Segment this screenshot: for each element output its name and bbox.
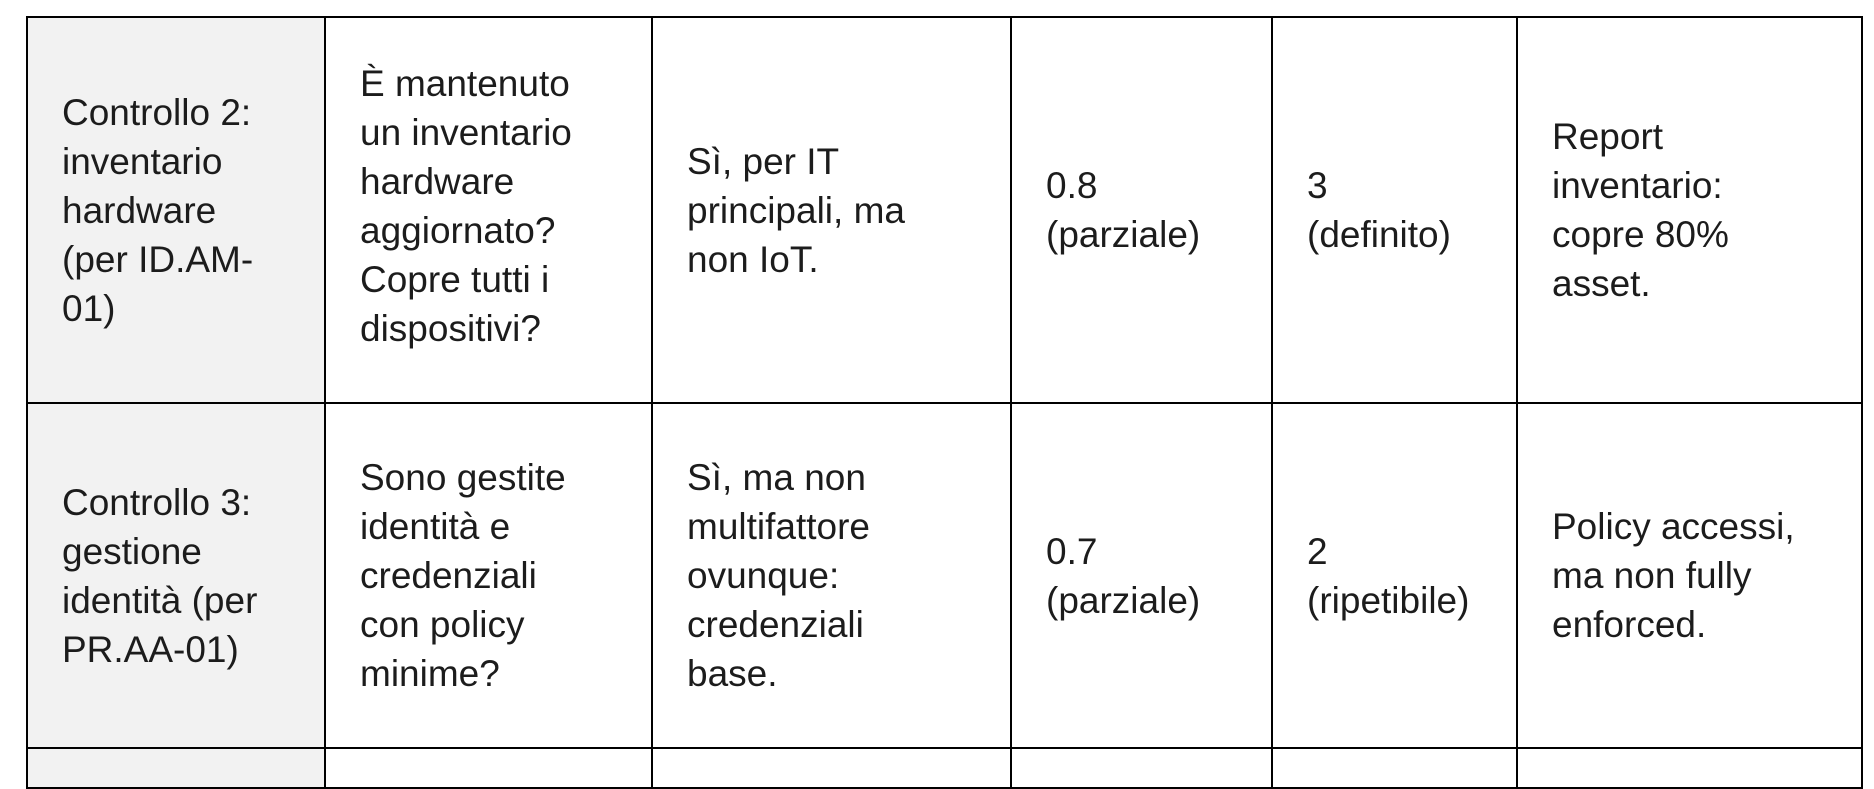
score-text: 0.8 (parziale) (1046, 165, 1201, 255)
question-text: È mantenuto un inventario hardware aggiornato? Copre tutti i dispositivi? (360, 63, 572, 349)
answer-text: Sì, ma non multifattore ovunque: credenziali base. (687, 457, 871, 694)
score-text: 0.7 (parziale) (1046, 530, 1201, 621)
answer-text: Sì, per IT principali, ma non IoT. (687, 140, 905, 280)
control-cell (27, 403, 325, 748)
answer-cell-partial (652, 748, 1011, 788)
assessment-table (26, 16, 1863, 789)
control-cell (27, 17, 325, 403)
table-row-partial (27, 748, 1862, 788)
maturity-text: 3 (definito) (1307, 165, 1451, 255)
evidence-text: Report inventario: copre 80% asset. (1552, 116, 1729, 304)
answer-cell (652, 403, 1011, 748)
maturity-cell (1272, 403, 1517, 748)
question-cell (325, 403, 652, 748)
score-cell (1011, 403, 1272, 748)
question-cell-partial (325, 748, 652, 788)
evidence-cell (1517, 17, 1862, 403)
question-text: Sono gestite identità e credenziali con policy minime? (360, 457, 566, 694)
control-cell-partial (27, 748, 325, 788)
maturity-cell (1272, 17, 1517, 403)
control-label: Controllo 3: gestione identità (per PR.AA-01) (62, 481, 258, 670)
control-label: Controllo 2: inventario hardware (per ID.AM- 01) (62, 91, 254, 329)
maturity-cell-partial (1272, 748, 1517, 788)
score-cell-partial (1011, 748, 1272, 788)
table-row (27, 17, 1862, 403)
maturity-text: 2 (ripetibile) (1307, 530, 1470, 621)
question-cell (325, 17, 652, 403)
evidence-cell-partial (1517, 748, 1862, 788)
answer-cell (652, 17, 1011, 403)
evidence-text: Policy accessi, ma non fully enforced. (1552, 506, 1795, 645)
evidence-cell (1517, 403, 1862, 748)
score-cell (1011, 17, 1272, 403)
table-row (27, 403, 1862, 748)
